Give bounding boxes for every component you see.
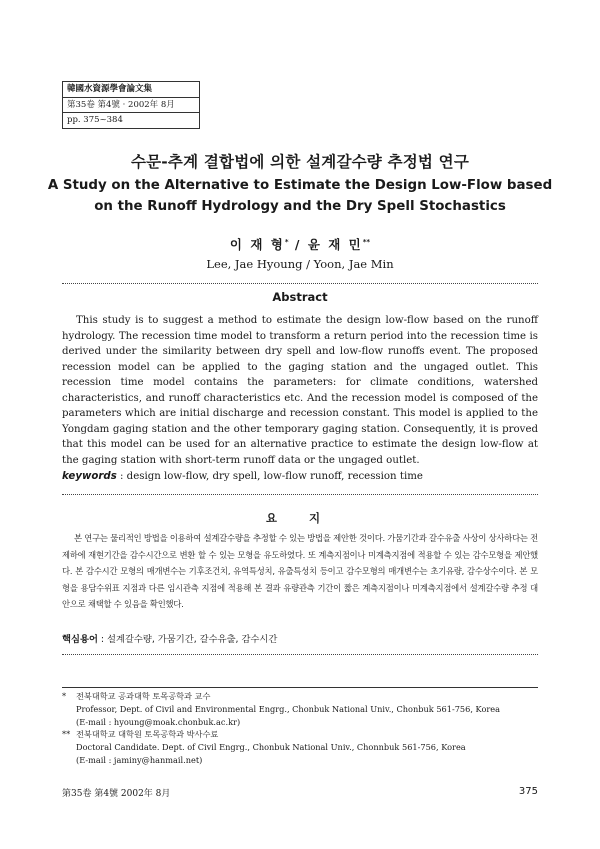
- journal-info-box: [62, 81, 200, 129]
- footnote-2-korean: 전북대학교 대학원 토목공학과 박사수료: [76, 729, 219, 739]
- title-korean: 수문-추계 결합법에 의한 설계갈수량 추정법 연구: [130, 153, 470, 171]
- footnote-2-mark: **: [62, 729, 71, 739]
- footnote-1-english: Professor, Dept. of Civil and Environmental Engrg., Chonbuk National Univ., Chonbuk 561-756, Korea: [76, 704, 501, 714]
- footnote-2-english: Doctoral Candidate. Dept. of Civil Engrg., Chonbuk National Univ., Chonnbuk 561-756, Korea: [76, 742, 466, 752]
- author-1-mark: *: [284, 237, 289, 246]
- divider-top: [62, 283, 538, 284]
- abstract-heading: Abstract: [272, 290, 328, 304]
- footnote-1: [62, 690, 538, 729]
- footnote-2-email: (E-mail : jaminy@hanmail.net): [76, 755, 203, 765]
- footnote-2: [62, 728, 538, 767]
- title-english-line1: A Study on the Alternative to Estimate the Design Low-Flow based: [47, 178, 553, 193]
- summary-body: 본 연구는 물리적인 방법을 이용하여 설계갈수량을 추정할 수 있는 방법을 제안한 것이다. 가뭄기간과 갈수유출 사상이 상사하다는 전제하에 재현기간을 감수시간으로 변환 할 수 있는 모형을 유도하였다. 또 계측지점이나 미계측지점에 적용할 수 있는 감수모형을 제안했다. 본 감수시간 모형의 매개변수는 기후조건치, 유역특성치, 유출특성치 등이고 감수모형의 매개변수는 초기유량, 감수상수이다. 본 모형을 용담수위표 지점과 다른 임시관측 지점에 적용해 본 결과 유량관측 기간이 짧은 계측지점이나 미계측지점에서 설계갈수량 추정 대안으로 채택할 수 있음을 확인했다.: [62, 533, 538, 609]
- page-number: 375: [518, 786, 538, 797]
- footnote-1-korean: 전북대학교 공과대학 토목공학과 교수: [76, 691, 211, 701]
- author-2-mark: **: [362, 237, 371, 246]
- title-english-line2: on the Runoff Hydrology and the Dry Spell Stochastics: [94, 199, 506, 214]
- authors-english: Lee, Jae Hyoung / Yoon, Jae Min: [206, 257, 394, 271]
- footer-issue: 第35卷 第4號 2002年 8月: [62, 789, 171, 799]
- author-2-name: 윤 재 민: [307, 237, 363, 252]
- journal-pages: pp. 375~384: [67, 115, 123, 125]
- abstract-keywords: [62, 471, 538, 482]
- summary-heading: 요 지: [265, 511, 335, 525]
- footnote-1-email: (E-mail : hyoung@moak.chonbuk.ac.kr): [76, 717, 241, 727]
- title-english: [0, 175, 600, 217]
- divider-middle: [62, 494, 538, 495]
- summary-keywords-text: : 설계갈수량, 가뭄기간, 갈수유출, 감수시간: [97, 634, 278, 645]
- journal-name: 韓國水資源學會論文集: [63, 82, 199, 98]
- journal-volume-issue: 第35卷 第4號 · 2002年 8月: [63, 98, 199, 114]
- footnote-1-mark: *: [62, 691, 67, 701]
- author-1-name: 이 재 형: [229, 237, 285, 252]
- footnote-rule: [62, 687, 538, 688]
- summary-keywords: [62, 631, 538, 645]
- keywords-label: keywords: [62, 471, 117, 482]
- summary-keywords-label: 핵심용어: [62, 634, 98, 645]
- author-separator: /: [288, 237, 308, 252]
- keywords-text: : design low-flow, dry spell, low-flow runoff, recession time: [116, 471, 423, 482]
- divider-bottom: [62, 654, 538, 655]
- abstract-body: This study is to suggest a method to estimate the design low-flow based on the runoff hydrology. The recession time model to transform a return period into the recession time is derived under the similarity between dry spell and low-flow runoffs event. The proposed recession model can be applied to the gaging station and the ungaged outlet. This recession time model contains the parameters: for climate conditions, watershed characteristics, and runoff characteristics etc. And the recession model is composed of the parameters which are initial discharge and recession constant. This model is applied to the Yongdam gaging station and the other temporary gaging station. Consequently, it is proved that this model can be used for an alternative practice to estimate the design low-flow at the gaging station with short-term runoff data or the ungaged outlet.: [62, 315, 538, 466]
- authors-korean: [0, 235, 600, 253]
